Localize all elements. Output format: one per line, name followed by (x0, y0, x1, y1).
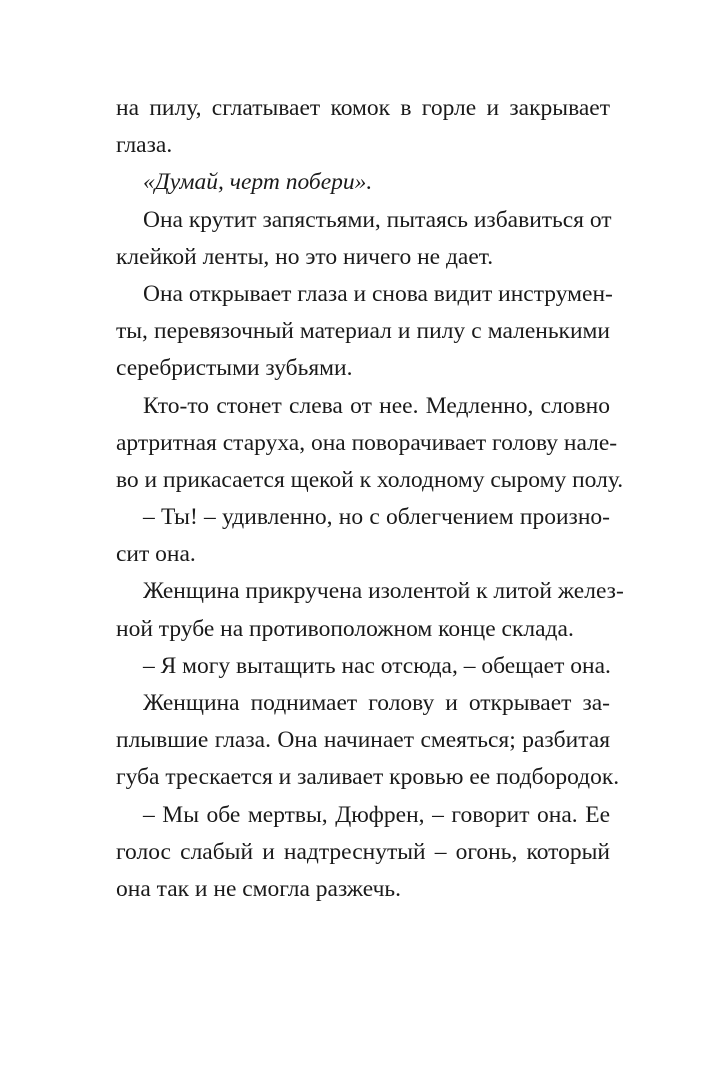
text-line: Кто-то стонет слева от нее. Медленно, словно (143, 392, 610, 419)
text-line: сит она. (116, 541, 196, 568)
text-line: она так и не смогла разжечь. (116, 875, 401, 902)
text-line: серебристыми зубьями. (116, 355, 353, 382)
text-line: на пилу, сглатывает комок в горле и закрывает (116, 95, 610, 121)
text-line: Женщина поднимает голову и открывает за- (143, 690, 610, 716)
text-line: глаза. (116, 132, 173, 159)
text-line: ной трубе на противоположном конце склада. (116, 615, 574, 642)
text-line: Женщина прикручена изолентой к литой желез- (143, 578, 624, 605)
text-line: – Мы обе мертвы, Дюфрен, – говорит она. Ее (143, 801, 610, 828)
text-line: клейкой ленты, но это ничего не дает. (116, 243, 494, 270)
text-line: «Думай, черт побери». (143, 169, 373, 196)
text-line: Она открывает глаза и снова видит инструмен- (143, 280, 613, 307)
text-line: Она крутит запястьями, пытаясь избавиться от (143, 206, 612, 233)
text-line: плывшие глаза. Она начинает смеяться; разбитая (116, 727, 610, 754)
text-line: артритная старуха, она поворачивает голову нале- (116, 429, 618, 456)
book-page-text (116, 90, 624, 908)
text-line: ты, перевязочный материал и пилу с маленькими (116, 318, 610, 345)
text-line: во и прикасается щекой к холодному сырому полу. (116, 466, 624, 493)
text-line: – Я могу вытащить нас отсюда, – обещает она. (143, 652, 611, 679)
text-line: губа трескается и заливает кровью ее подбородок. (116, 764, 620, 791)
text-line: – Ты! – удивленно, но с облегчением произно- (143, 504, 610, 531)
text-line: голос слабый и надтреснутый – огонь, который (116, 838, 610, 865)
